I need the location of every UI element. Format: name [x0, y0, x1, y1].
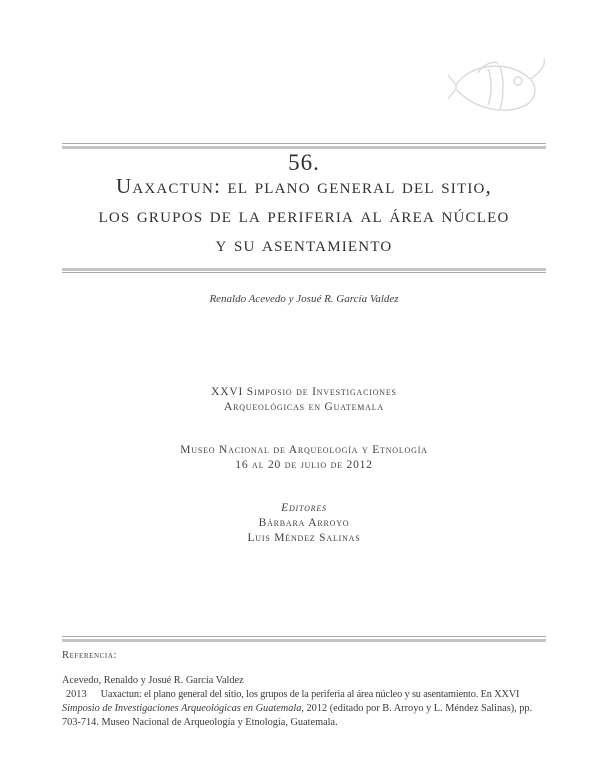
editor-name-2: Luis Méndez Salinas [247, 532, 361, 544]
top-rule-thin [62, 143, 546, 144]
venue-line-1: Museo Nacional de Arqueología y Etnología [180, 444, 428, 456]
title-bottom-rule-thick [62, 268, 546, 271]
chapter-title-line-3: y su asentamiento [215, 232, 393, 256]
editor-name-1: Bárbara Arroyo [258, 517, 350, 529]
authors: Renaldo Acevedo y Josué R. García Valdez [209, 293, 399, 305]
reference-author-line: Acevedo, Renaldo y Josué R. García Valdez [62, 675, 244, 686]
title-bottom-rule-thin [62, 272, 546, 273]
reference-book-title: Simposio de Investigaciones Arqueológicas en Guatemala [62, 703, 302, 714]
top-rule-thick [62, 146, 546, 149]
symposium-line-2: Arqueológicas en Guatemala [223, 401, 385, 413]
chapter-number: 56. [288, 150, 320, 175]
reference-label: Referencia: [62, 650, 118, 661]
reference-citation-line-3: 703-714. Museo Nacional de Arqueología y Etnología, Guatemala. [62, 717, 338, 728]
venue-dates: 16 al 20 de julio de 2012 [235, 459, 373, 471]
symposium-line-1: XXVI Simposio de Investigaciones [211, 386, 397, 398]
reference-citation-line-2 [62, 702, 548, 716]
reference-citation-line-1 [62, 688, 548, 702]
reference-year: 2013 [66, 689, 87, 700]
reference-title: Uaxactun: el plano general del sitio, los grupos de la periferia al área núcleo y su asentamiento. En XXVI [100, 689, 520, 700]
chapter-title-line-1: Uaxactun: el plano general del sitio, [115, 174, 493, 198]
reference-rule-thick [62, 639, 546, 642]
reference-rule-thin [62, 636, 546, 637]
reference-book-details: , 2012 (editado por B. Arroyo y L. Méndez Salinas), pp. [301, 703, 533, 714]
chapter-title-line-2: los grupos de la periferia al área núcleo [98, 203, 510, 227]
fish-logo-icon [448, 55, 548, 117]
editors-label: Editores [281, 502, 327, 514]
